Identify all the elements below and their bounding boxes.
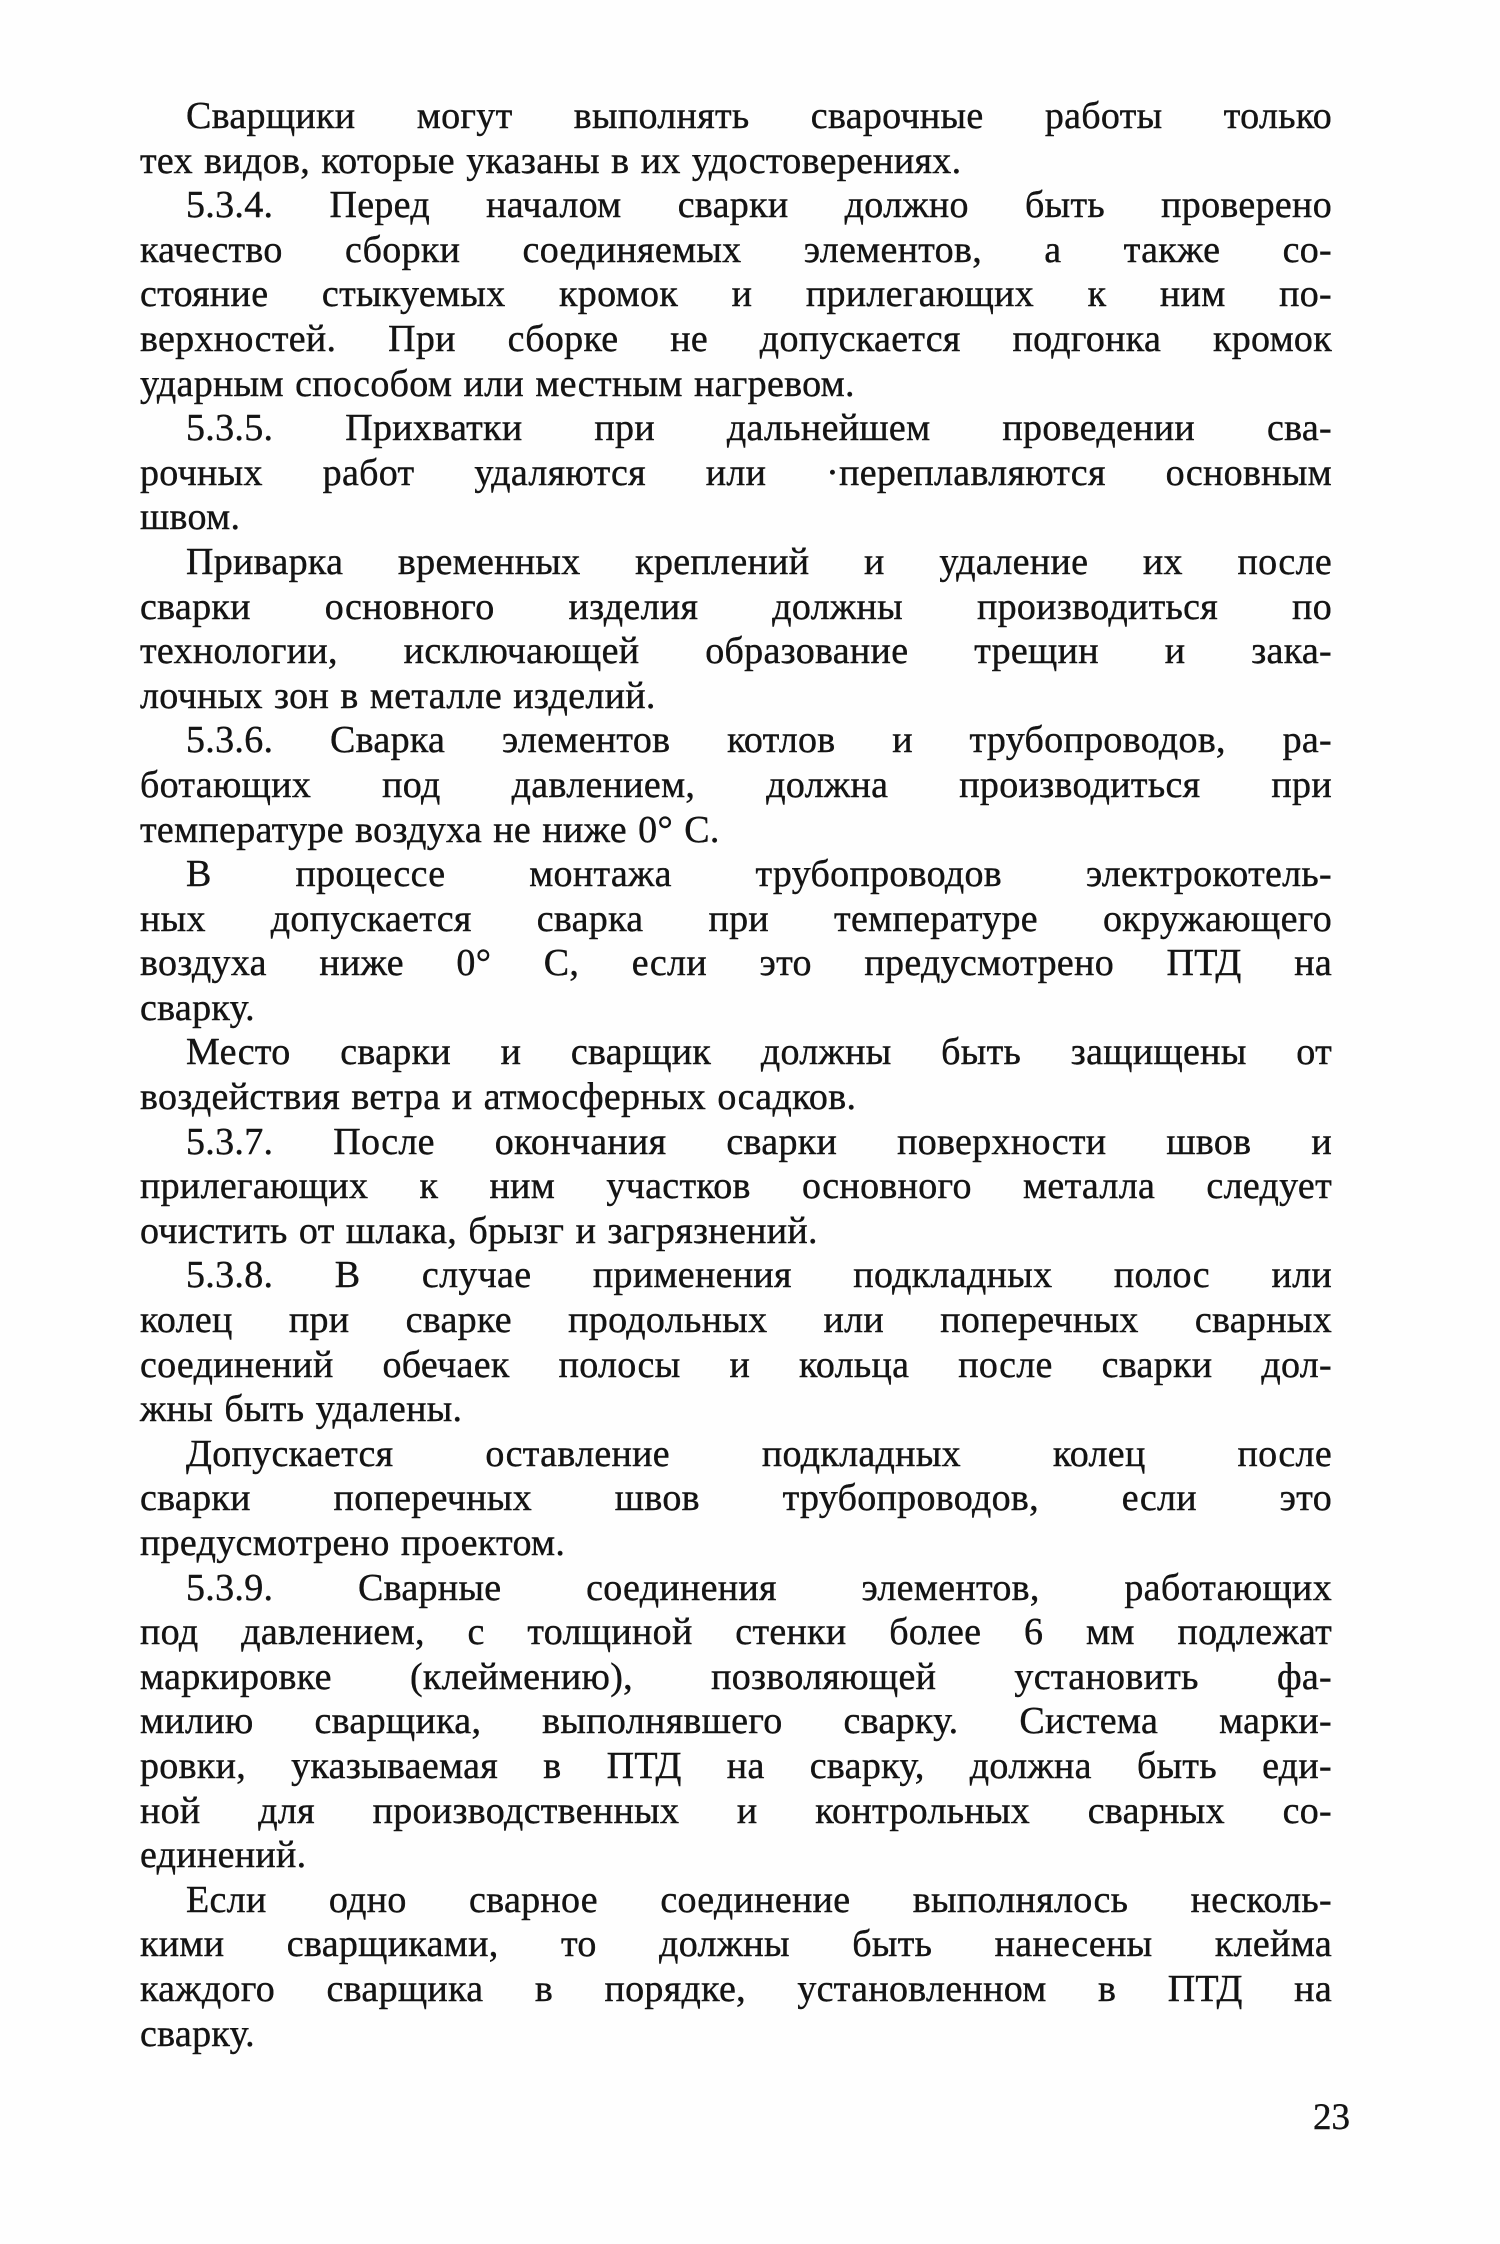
text-line: кими сварщиками, то должны быть нанесены клейма <box>140 1923 1332 1966</box>
text-line: жны быть удалены. <box>140 1388 463 1431</box>
text-line: 5.3.9. Сварные соединения элементов, работающих <box>186 1566 1332 1609</box>
text-line: милию сварщика, выполнявшего сварку. Система марки- <box>140 1700 1332 1743</box>
text-line: единений. <box>140 1834 307 1877</box>
text-line: сварку. <box>140 986 255 1029</box>
text-line: качество сборки соединяемых элементов, а также со- <box>140 228 1332 271</box>
text-line: швом. <box>140 496 241 539</box>
text-line: воздуха ниже 0° С, если это предусмотрено ПТД на <box>140 942 1332 985</box>
text-line: ровки, указываемая в ПТД на сварку, должна быть еди- <box>140 1744 1332 1787</box>
page-number: 23 <box>1313 2097 1350 2138</box>
text-line: предусмотрено проектом. <box>140 1522 566 1564</box>
text-line: Если одно сварное соединение выполнялось несколь- <box>186 1878 1332 1921</box>
text-line: сварку. <box>140 2012 255 2055</box>
text-line: воздействия ветра и атмосферных осадков. <box>140 1076 857 1119</box>
text-line: В процессе монтажа трубопроводов электрокотель- <box>186 853 1332 896</box>
text-line: 5.3.6. Сварка элементов котлов и трубопроводов, ра- <box>186 719 1332 762</box>
text-line: тех видов, которые указаны в их удостоверениях. <box>140 139 962 182</box>
text-line: лочных зон в металле изделий. <box>140 674 656 717</box>
text-line: сварки основного изделия должны производиться по <box>140 585 1332 628</box>
body-text <box>140 94 1332 2056</box>
text-line: 5.3.8. В случае применения подкладных полос или <box>186 1254 1332 1297</box>
text-line: стояние стыкуемых кромок и прилегающих к ним по- <box>140 273 1332 316</box>
text-line: технологии, исключающей образование трещин и зака- <box>140 630 1332 673</box>
text-line: колец при сварке продольных или поперечных сварных <box>140 1299 1332 1342</box>
text-line: под давлением, с толщиной стенки более 6 мм подлежат <box>140 1611 1332 1654</box>
text-line: верхностей. При сборке не допускается подгонка кромок <box>140 317 1332 360</box>
text-line: ной для производственных и контрольных сварных со- <box>140 1789 1332 1832</box>
text-line: Приварка временных креплений и удаление их после <box>186 540 1332 583</box>
text-line: температуре воздуха не ниже 0° С. <box>140 808 720 851</box>
text-line: сварки поперечных швов трубопроводов, если это <box>140 1477 1332 1520</box>
text-line: прилегающих к ним участков основного металла следует <box>140 1165 1332 1208</box>
text-line: рочных работ удаляются или ·переплавляются основным <box>140 451 1332 494</box>
text-line: ных допускается сварка при температуре окружающего <box>140 897 1332 940</box>
text-line: 5.3.5. Прихватки при дальнейшем проведении сва- <box>186 407 1332 450</box>
text-line: соединений обечаек полосы и кольца после сварки дол- <box>140 1343 1332 1386</box>
text-line: ударным способом или местным нагревом. <box>140 362 855 405</box>
text-line: 5.3.7. После окончания сварки поверхности швов и <box>186 1120 1332 1163</box>
text-line: 5.3.4. Перед началом сварки должно быть проверено <box>186 184 1332 227</box>
text-line: каждого сварщика в порядке, установленном в ПТД на <box>140 1967 1332 2010</box>
text-line: очистить от шлака, брызг и загрязнений. <box>140 1209 818 1252</box>
text-line: ботающих под давлением, должна производиться при <box>140 763 1332 806</box>
text-line: Сварщики могут выполнять сварочные работы только <box>186 95 1332 137</box>
text-line: маркировке (клеймению), позволяющей установить фа- <box>140 1655 1332 1698</box>
text-line: Место сварки и сварщик должны быть защищены от <box>186 1031 1332 1074</box>
text-line: Допускается оставление подкладных колец после <box>186 1432 1332 1475</box>
